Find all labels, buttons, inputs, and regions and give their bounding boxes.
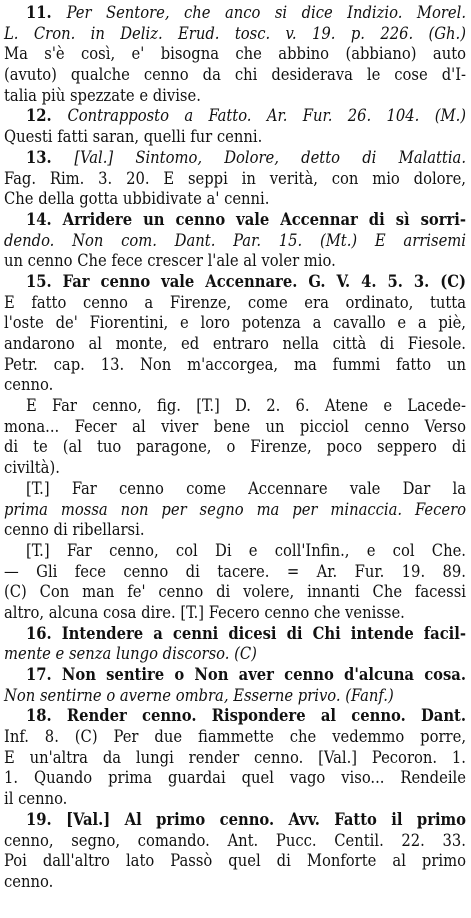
text-line: cenno. <box>4 375 54 395</box>
text-line: di te (al tuo paragone, o Firenze, poco seppero di <box>4 437 466 457</box>
text-line: Poi dall'altro lato Passò quel di Monforte al primo <box>4 851 466 871</box>
entry-number: 16. <box>26 623 62 643</box>
entry-16 <box>4 624 466 665</box>
text-line: l'oste de' Fiorentini, e loro potenza a cavallo e a piè, <box>4 313 466 333</box>
entry-14 <box>4 210 466 272</box>
entry-19 <box>4 810 466 893</box>
text-line: E Far cenno, fig. [T.] D. 2. 6. Atene e Lacede- <box>26 396 466 416</box>
text-line: Petr. cap. 13. Non m'accorgea, ma fummi fatto un <box>4 354 466 374</box>
entry-number: 19. <box>26 809 67 829</box>
text-line: [T.] Far cenno, col Di e coll'Infin., e col Che. <box>26 540 466 560</box>
entry-number: 18. <box>26 706 67 726</box>
entry-number: 12. <box>26 106 68 126</box>
text-line: 18. Render cenno. Rispondere al cenno. Dant. <box>26 706 466 726</box>
text-line: cenno. <box>4 871 54 891</box>
text-line: Ma s'è così, e' bisogna che abbino (abbiano) auto <box>4 44 466 64</box>
dictionary-page <box>4 3 466 893</box>
text-line: 13. [Val.] Sintomo, Dolore, detto di Malattia. <box>26 147 467 167</box>
text-line: (avuto) qualche cenno da chi desiderava le cose d'I- <box>4 65 466 85</box>
entry-12 <box>4 106 466 147</box>
entry-15-threat <box>4 479 466 541</box>
text-line: civiltà). <box>4 458 60 478</box>
text-line: 1. Quando prima guardai quel vago viso... Rendeile <box>4 768 466 788</box>
text-line: [T.] Far cenno come Accennare vale Dar la <box>26 478 466 498</box>
text-line: altro, alcuna cosa dire. [T.] Fecero cenno che venisse. <box>4 602 405 622</box>
text-line: mona... Fecer al viver bene un picciol cenno Verso <box>4 416 466 436</box>
entry-number: 14. <box>26 209 63 229</box>
entry-number: 15. <box>26 271 63 291</box>
text-line: Questi fatti saran, quelli fur cenni. <box>4 127 263 147</box>
entry-15-figurative <box>4 396 466 479</box>
text-line: 14. Arridere un cenno vale Accennar di sì sorri- <box>26 209 467 229</box>
entry-17 <box>4 665 466 706</box>
entry-number: 17. <box>26 665 62 684</box>
entry-18 <box>4 706 466 809</box>
text-line: un cenno Che fece crescer l'ale al voler mio. <box>4 251 336 271</box>
text-line: mente e senza lungo discorso. (C) <box>4 644 257 664</box>
text-line: — Gli fece cenno di tacere. = Ar. Fur. 19. 89. <box>4 561 466 581</box>
text-line: 15. Far cenno vale Accennare. G. V. 4. 5. 3. (C) <box>26 271 466 291</box>
text-line: 11. Per Sentore, che anco si dice Indizio. Morel. <box>26 3 466 22</box>
entry-15 <box>4 272 466 396</box>
entry-number: 13. <box>26 147 75 167</box>
entry-11 <box>4 3 466 106</box>
text-line: 12. Contrapposto a Fatto. Ar. Fur. 26. 104. (M.) <box>26 106 467 126</box>
text-line: 19. [Val.] Al primo cenno. Avv. Fatto il primo <box>26 809 467 829</box>
text-line: talia più spezzate e divise. <box>4 85 201 105</box>
text-line: 16. Intendere a cenni dicesi di Chi intende facil- <box>26 623 466 643</box>
text-line: cenno, segno, comando. Ant. Pucc. Centil. 22. 33. <box>4 830 466 850</box>
text-line: Fag. Rim. 3. 20. E seppi in verità, con mio dolore, <box>4 168 466 188</box>
text-line: L. Cron. in Deliz. Erud. tosc. v. 19. p. 226. (Gh.) <box>4 23 466 43</box>
text-line: prima mossa non per segno ma per minaccia. Fecero <box>4 499 466 519</box>
text-line: 17. Non sentire o Non aver cenno d'alcuna cosa. <box>26 665 466 684</box>
text-line: il cenno. <box>4 789 68 809</box>
text-line: Inf. 8. (C) Per due fiammette che vedemmo porre, <box>4 727 466 747</box>
entry-13 <box>4 148 466 210</box>
text-line: E un'altra da lungi render cenno. [Val.] Pecoron. 1. <box>4 747 466 767</box>
text-line: Non sentirne o averne ombra, Esserne privo. (Fanf.) <box>4 685 394 705</box>
entry-number: 11. <box>26 3 67 22</box>
text-line: andarono al monte, ed entraro nella città di Fiesole. <box>4 334 466 353</box>
entry-15-infinitive <box>4 541 466 624</box>
text-line: (C) Con man fe' cenno di volere, innanti Che facessi <box>4 582 466 602</box>
text-line: Che della gotta ubbidivate a' cenni. <box>4 189 270 209</box>
text-line: cenno di ribellarsi. <box>4 520 145 540</box>
text-line: E fatto cenno a Firenze, come era ordinato, tutta <box>4 292 466 312</box>
text-line: dendo. Non com. Dant. Par. 15. (Mt.) E arrisemi <box>4 230 466 250</box>
